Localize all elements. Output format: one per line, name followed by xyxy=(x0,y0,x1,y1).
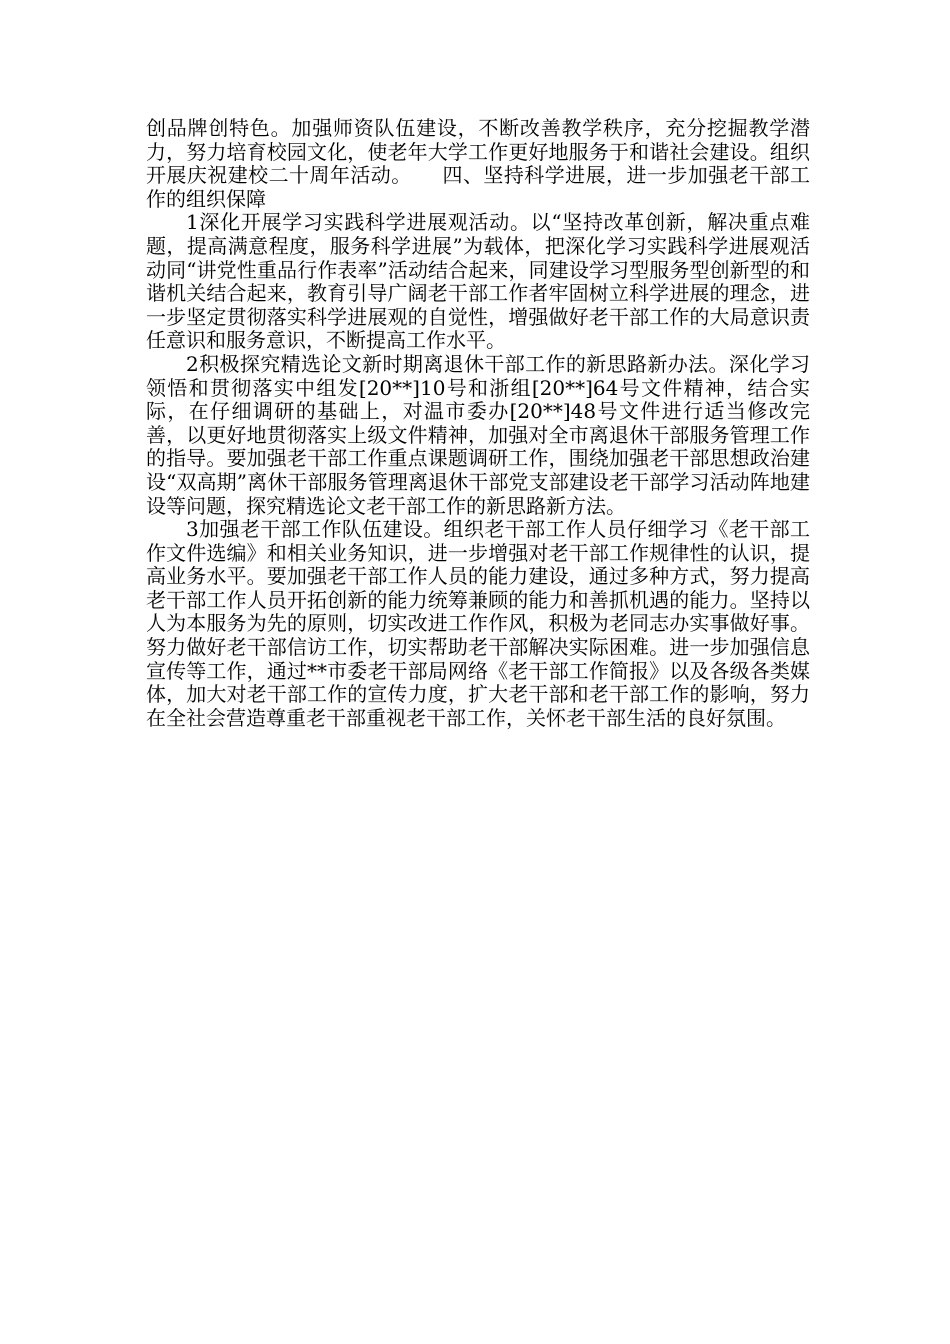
paragraph-item-3: 3加强老干部工作队伍建设。组织老干部工作人员仔细学习《老干部工作文件选编》和相关业务知识，进一步增强对老干部工作规律性的认识，提高业务水平。要加强老干部工作人员的能力建设，通过多种方式，努力提高老干部工作人员开拓创新的能力统筹兼顾的能力和善抓机遇的能力。坚持以人为本服务为先的原则，切实改进工作作风，积极为老同志办实事做好事。努力做好老干部信访工作，切实帮助老干部解决实际困难。进一步加强信息宣传等工作，通过**市委老干部局网络《老干部工作简报》以及各级各类媒体，加大对老干部工作的宣传力度，扩大老干部和老干部工作的影响，努力在全社会营造尊重老干部重视老干部工作，关怀老干部生活的良好氛围。 xyxy=(146,517,810,730)
paragraph-continuation: 创品牌创特色。加强师资队伍建设，不断改善教学秩序，充分挖掘教学潜力，努力培育校园文化，使老年大学工作更好地服务于和谐社会建设。组织开展庆祝建校二十周年活动。 四、坚持科学进展，进一步加强老干部工作的组织保障 xyxy=(146,116,810,211)
paragraph-item-2: 2积极探究精选论文新时期离退休干部工作的新思路新办法。深化学习领悟和贯彻落实中组发[20**]10号和浙组[20**]64号文件精神，结合实际，在仔细调研的基础上，对温市委办[20**]48号文件进行适当修改完善，以更好地贯彻落实上级文件精神，加强对全市离退休干部服务管理工作的指导。要加强老干部工作重点课题调研工作，围绕加强老干部思想政治建设“双高期”离休干部服务管理离退休干部党支部建设老干部学习活动阵地建设等问题，探究精选论文老干部工作的新思路新方法。 xyxy=(146,351,810,518)
body-text xyxy=(146,117,810,730)
paragraph-item-1: 1深化开展学习实践科学进展观活动。以“坚持改革创新，解决重点难题，提高满意程度，服务科学进展”为载体，把深化学习实践科学进展观活动同“讲党性重品行作表率”活动结合起来，同建设学习型服务型创新型的和谐机关结合起来，教育引导广阔老干部工作者牢固树立科学进展的理念，进一步坚定贯彻落实科学进展观的自觉性，增强做好老干部工作的大局意识责任意识和服务意识，不断提高工作水平。 xyxy=(146,210,810,353)
